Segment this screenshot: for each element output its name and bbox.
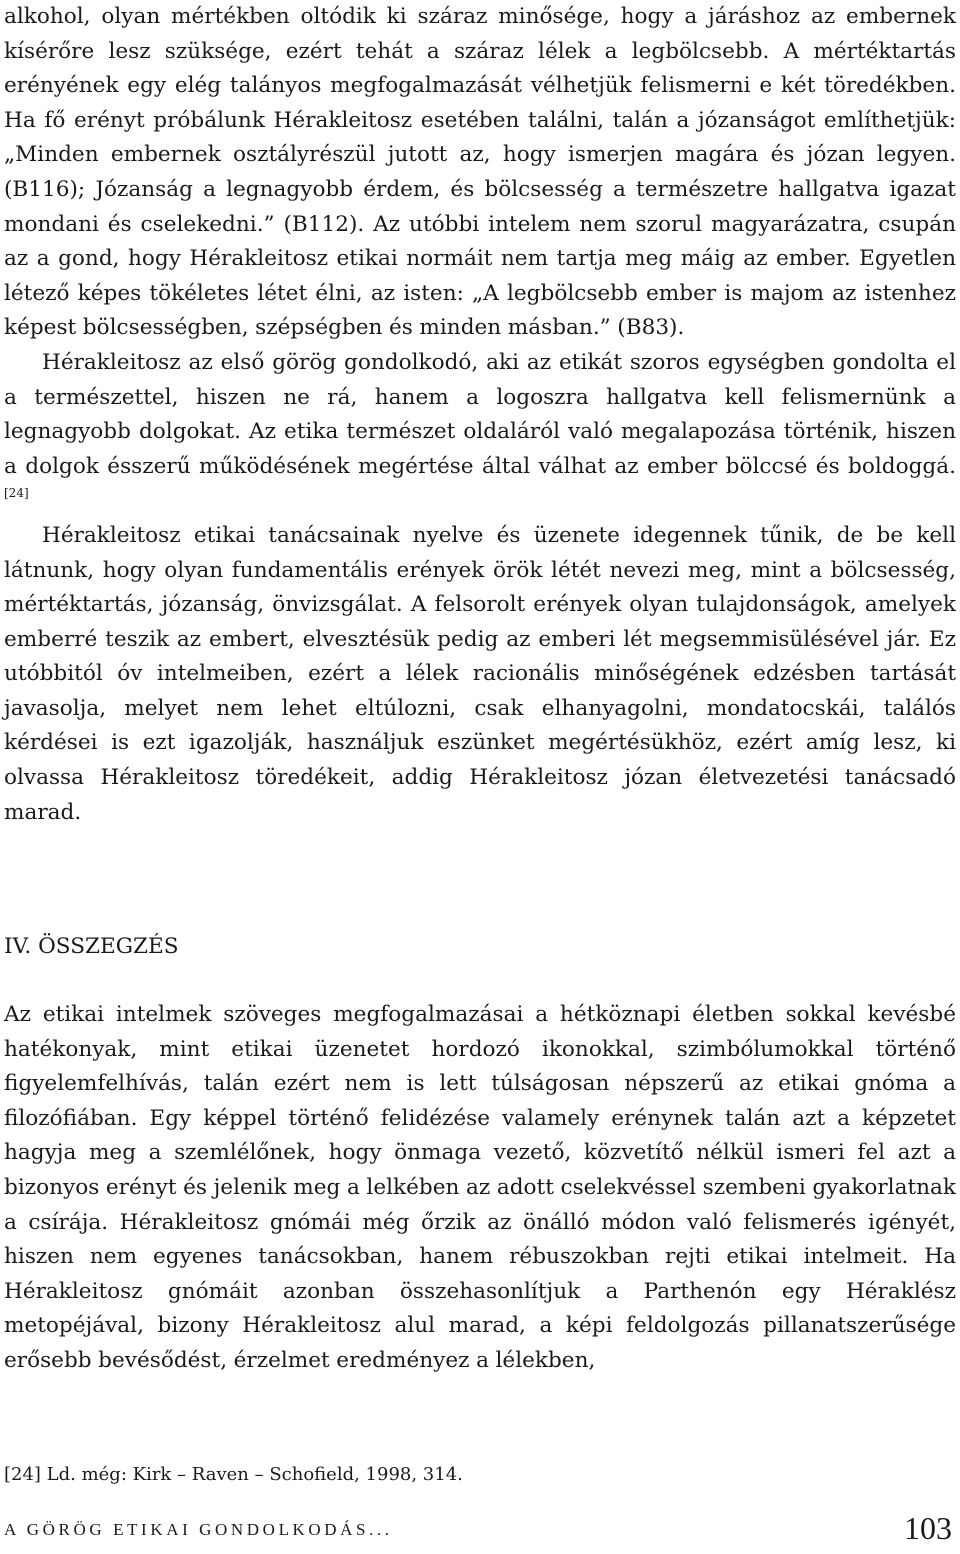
book-page xyxy=(4,0,956,1554)
paragraph-1: alkohol, olyan mértékben oltódik ki száraz minősége, hogy a járáshoz az embernek kísérőre lesz szüksége, ezért tehát a száraz lélek a legbölcsebb. A mértéktartás erényének egy elég talányos megfogalmazását vélhetjük felismerni e két töredékben. Ha fő erényt próbálunk Hérakleitosz esetében találni, talán a józanságot említhetjük: „Minden embernek osztályrészül jutott az, hogy ismerjen magára és józan legyen. (B116); Józanság a legnagyobb érdem, és bölcsesség a természetre hallgatva igazat mondani és cselekedni.” (B112). Az utóbbi intelem nem szorul magyarázatra, csupán az a gond, hogy Hérakleitosz etikai normáit nem tartja meg máig az ember. Egyetlen létező képes tökéletes létet élni, az isten: „A legbölcsebb ember is majom az istenhez képest bölcsességben, szépségben és minden másban.” (B83). xyxy=(4,4,956,341)
paragraph-3: Hérakleitosz etikai tanácsainak nyelve és üzenete idegennek tűnik, de be kell látnunk, hogy olyan fundamentális erények örök létét nevezi meg, mint a bölcsesség, mértéktartás, józanság, önvizsgálat. A felsorolt erények olyan tulajdonságok, amelyek emberré teszik az embert, elvesztésük pedig az emberi lét megsemmisülésével jár. Ez utóbbitól óv intelmeiben, ezért a lélek racionális minőségének edzésben tartását javasolja, melyet nem lehet eltúlozni, csak elhanyagolni, mondatocskái, találós kérdései is ezt igazolják, használjuk eszünket megértésükhöz, ezért amíg lesz, ki olvassa Hérakleitosz töredékeit, addig Hérakleitosz józan életvezetési tanácsadó marad. xyxy=(4,522,956,825)
footnote: [24] Ld. még: Kirk – Raven – Schofield, 1998, 314. xyxy=(4,1464,463,1485)
section-heading: IV. ÖSSZEGZÉS xyxy=(4,934,179,959)
paragraph-2-text: Hérakleitosz az első görög gondolkodó, aki az etikát szoros egységben gondolta el a természettel, hiszen ne rá, hanem a logoszra hallgatva kell felismernünk a legnagyobb dolgokat. Az etika természet oldaláról való megalapozása történik, hiszen a dolgok ésszerű működésének megértése által válhat az ember bölccsé és boldoggá. xyxy=(4,349,956,479)
footnote-reference[interactable]: [24] xyxy=(4,486,29,501)
page-number: 103 xyxy=(904,1510,952,1546)
summary-paragraph: Az etikai intelmek szöveges megfogalmazásai a hétköznapi életben sokkal kevésbé hatékonyak, mint etikai üzenetet hordozó ikonokkal, szimbólumokkal történő figyelemfelhívás, talán ezért nem is lett túlságosan népszerű az etikai gnóma a filozófiában. Egy képpel történő felidézése valamely erénynek talán azt a képzetet hagyja meg a szemlélőnek, hogy önmaga vezető, közvetítő nélkül ismeri fel azt a bizonyos erényt és jelenik meg a lelkében az adott cselekvéssel szembeni gyakorlatnak a csírája. Hérakleitosz gnómái még őrzik az önálló módon való felismerés igényét, hiszen nem egyenes tanácsokban, hanem rébuszokban rejti etikai intelmeit. Ha Hérakleitosz gnómáit azonban összehasonlítjuk a Parthenón egy Héraklész metopéjával, bizony Hérakleitosz alul marad, a képi feldolgozás pillanatszerűsége erősebb bevésődést, érzelmet eredményez a lélekben, xyxy=(4,1002,956,1373)
summary-text xyxy=(4,998,956,1379)
running-head: A GÖRÖG ETIKAI GONDOLKODÁS... xyxy=(4,1520,393,1539)
paragraph-2 xyxy=(4,346,956,519)
body-text xyxy=(4,0,956,830)
